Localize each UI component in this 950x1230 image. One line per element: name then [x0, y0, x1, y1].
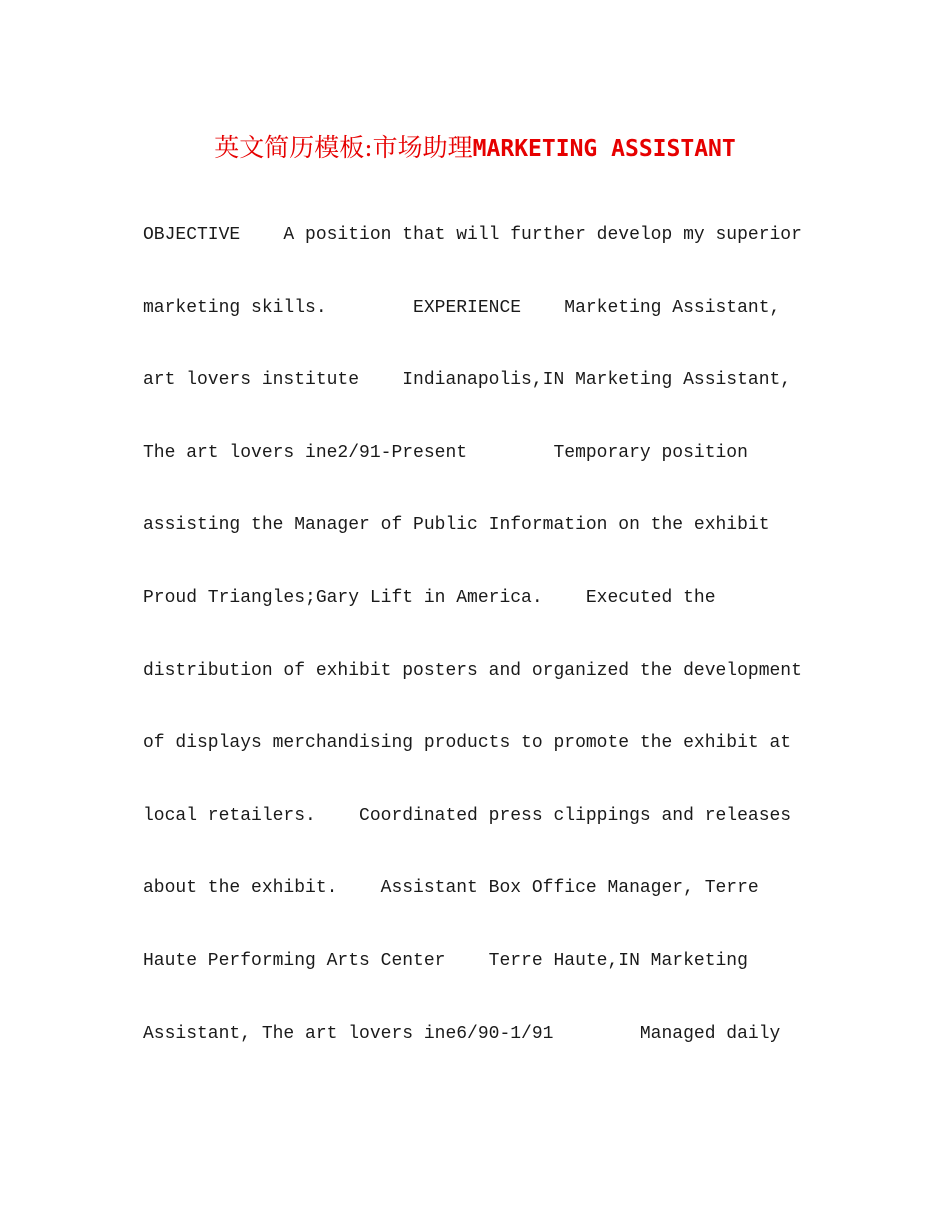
body-line: of displays merchandising products to promote the exhibit at [143, 733, 792, 754]
body-line: Proud Triangles;Gary Lift in America. Executed the [143, 587, 716, 608]
document-title [0, 128, 950, 169]
body-line: OBJECTIVE A position that will further develop my superior [143, 225, 802, 245]
title-english: MARKETING ASSISTANT [472, 136, 736, 162]
body-line: local retailers. Coordinated press clippings and releases [143, 805, 792, 826]
body-line: distribution of exhibit posters and organized the development [143, 660, 802, 681]
resume-body [143, 216, 843, 1087]
body-line: art lovers institute Indianapolis,IN Marketing Assistant, [143, 370, 792, 391]
body-line: marketing skills. EXPERIENCE Marketing Assistant, [143, 297, 781, 318]
body-line: assisting the Manager of Public Information on the exhibit [143, 515, 770, 536]
title-chinese: 英文简历模板:市场助理 [214, 133, 473, 162]
body-line: about the exhibit. Assistant Box Office Manager, Terre [143, 878, 759, 899]
body-line: Haute Performing Arts Center Terre Haute,IN Marketing [143, 950, 748, 971]
body-line: Assistant, The art lovers ine6/90-1/91 Managed daily [143, 1023, 781, 1044]
body-line: The art lovers ine2/91-Present Temporary position [143, 442, 748, 463]
